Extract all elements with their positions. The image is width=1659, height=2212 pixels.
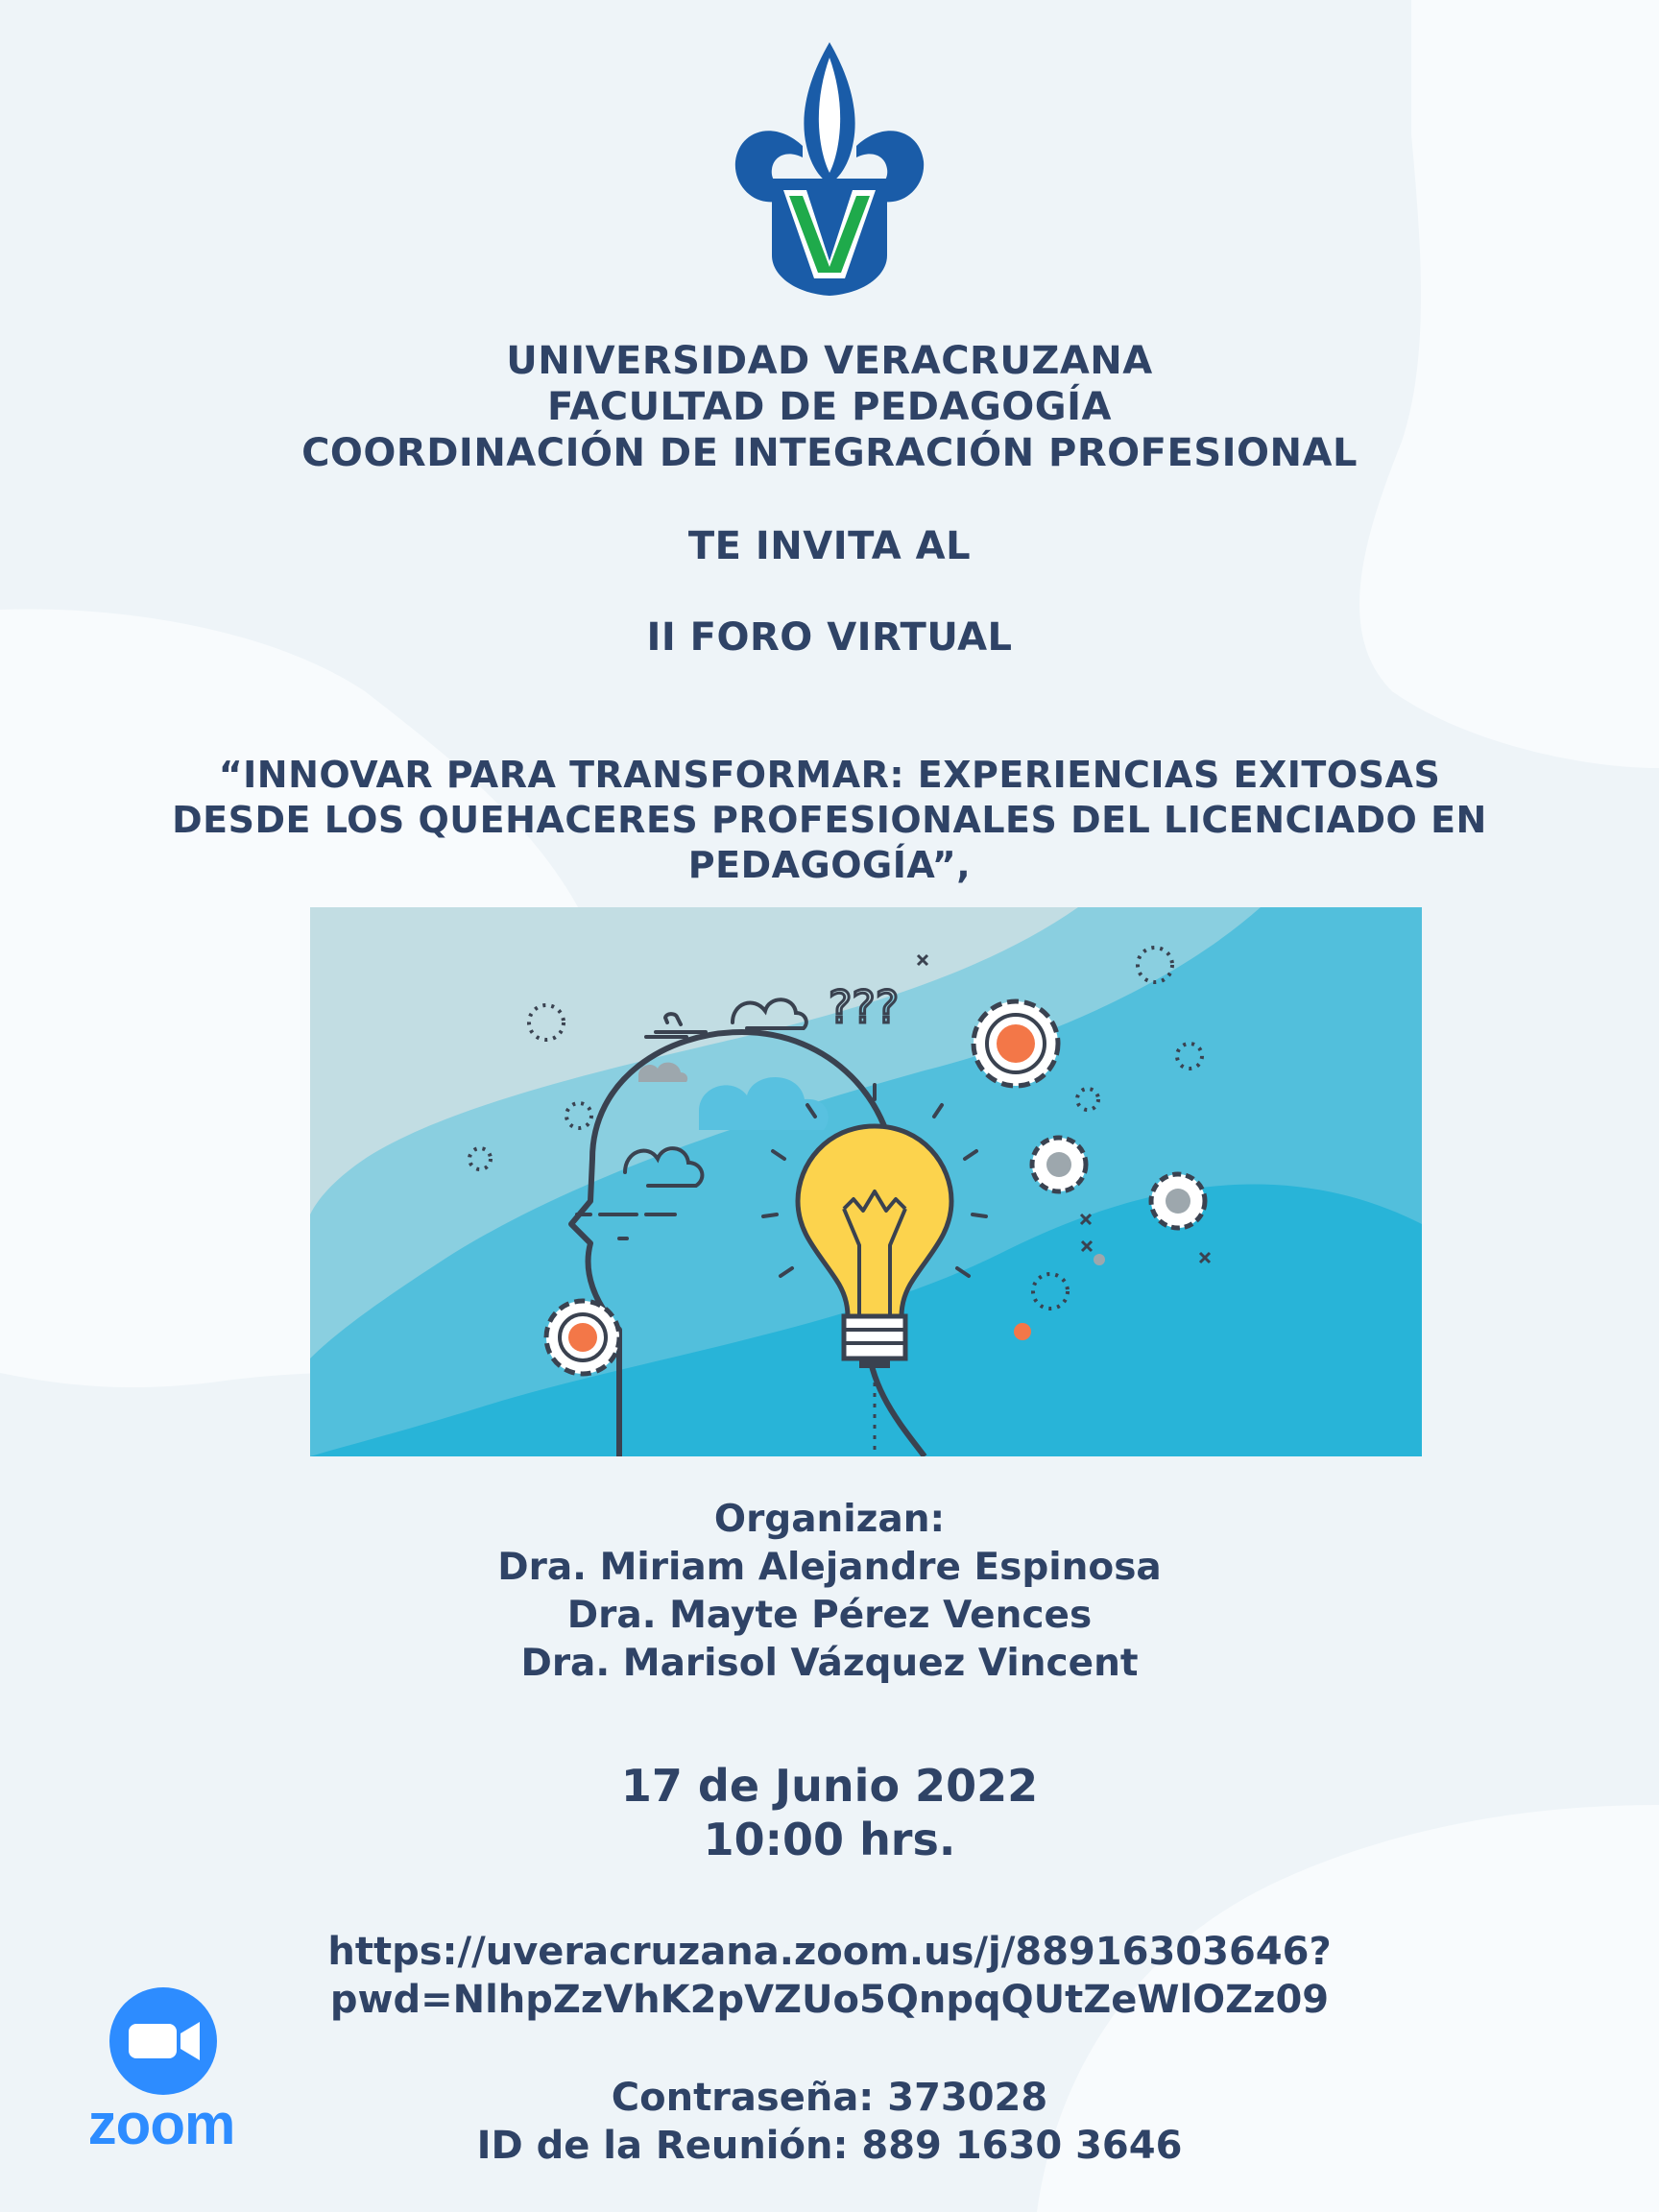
organizer-name: Dra. Marisol Vázquez Vincent — [520, 1642, 1139, 1685]
zoom-link-line-1: https://uveracruzana.zoom.us/j/88916303646? — [327, 1930, 1332, 1974]
gear-icon — [974, 1001, 1058, 1086]
meeting-id: ID de la Reunión: 889 1630 3646 — [476, 2124, 1183, 2168]
meeting-password: Contraseña: 373028 — [611, 2076, 1048, 2120]
forum-title-line-2: DESDE LOS QUEHACERES PROFESIONALES DEL LICENCIADO EN — [172, 799, 1487, 841]
event-time: 10:00 hrs. — [703, 1814, 956, 1865]
event-schedule — [0, 1759, 1659, 1866]
university-logo — [728, 38, 931, 298]
organizers-label: Organizan: — [713, 1498, 946, 1541]
question-marks: ??? — [829, 981, 900, 1033]
gear-icon — [1032, 1138, 1086, 1191]
invitation-text: TE INVITA AL — [687, 524, 972, 568]
organizers — [0, 1496, 1659, 1688]
event-name: II FORO VIRTUAL — [646, 615, 1013, 660]
gear-icon — [1151, 1174, 1205, 1228]
forum-title-line-3: PEDAGOGÍA”, — [687, 844, 972, 886]
coordination-name: COORDINACIÓN DE INTEGRACIÓN PROFESIONAL — [301, 431, 1358, 475]
zoom-logo: zoom — [87, 2092, 235, 2156]
faculty-name: FACULTAD DE PEDAGOGÍA — [547, 385, 1112, 429]
institution-header — [0, 338, 1659, 476]
gear-icon — [546, 1301, 619, 1374]
organizer-name: Dra. Miriam Alejandre Espinosa — [497, 1546, 1162, 1589]
forum-title-line-1: “INNOVAR PARA TRANSFORMAR: EXPERIENCIAS EXITOSAS — [218, 754, 1441, 796]
event-date: 17 de Junio 2022 — [620, 1760, 1039, 1812]
zoom-link-line-2: pwd=NlhpZzVhK2pVZUo5QnpqQUtZeWlOZz09 — [329, 1978, 1330, 2022]
university-name: UNIVERSIDAD VERACRUZANA — [506, 339, 1153, 383]
forum-title — [144, 753, 1515, 888]
organizer-name: Dra. Mayte Pérez Vences — [566, 1594, 1093, 1637]
innovation-illustration — [310, 907, 1422, 1456]
